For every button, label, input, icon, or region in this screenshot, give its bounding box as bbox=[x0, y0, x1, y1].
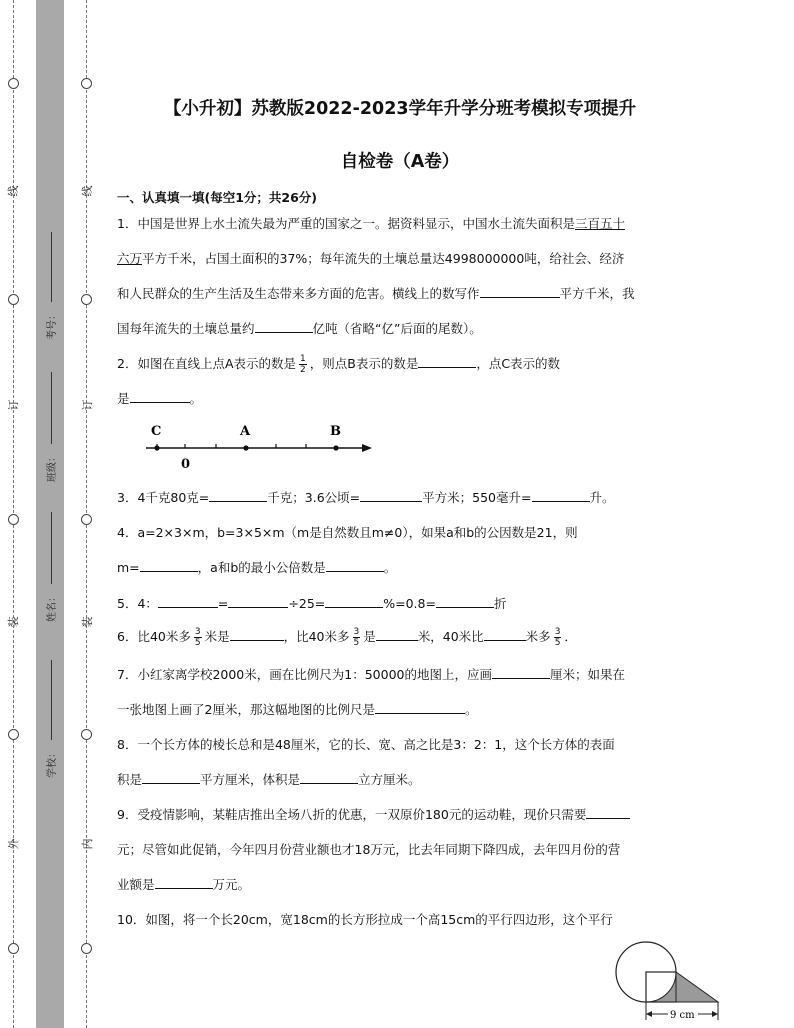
q9-line-3: 业额是 万元。 bbox=[117, 877, 251, 892]
q9-answer-blank[interactable] bbox=[155, 876, 213, 889]
point-a bbox=[243, 445, 248, 450]
q2-answer-blank[interactable] bbox=[130, 390, 190, 403]
q3-answer-blank[interactable] bbox=[532, 489, 590, 502]
class-label: 班级： bbox=[47, 452, 58, 482]
name-rule bbox=[51, 512, 52, 584]
binding-hole bbox=[8, 943, 19, 954]
q1-text: 平方千米，占国土面积的37%；每年流失的土壤总量达4998000000吨，给社会、经济 bbox=[142, 251, 625, 266]
q6-answer-blank[interactable] bbox=[376, 628, 418, 641]
q5-answer-blank[interactable] bbox=[158, 595, 218, 608]
q3-answer-blank[interactable] bbox=[360, 489, 422, 502]
q6-fraction: $\frac{3}{5}$ bbox=[554, 627, 561, 648]
q6-fraction: $\frac{3}{5}$ bbox=[353, 627, 360, 648]
q3-line: 3．4千克80克= 千克；3.6公顷= 平方米；550毫升= 升。 bbox=[117, 490, 615, 505]
q9-answer-blank[interactable] bbox=[586, 806, 630, 819]
page-title: 【小升初】苏教版2022-2023学年升学分班考模拟专项提升 bbox=[163, 99, 637, 119]
q1-line-4 bbox=[117, 319, 482, 337]
q7-line-1: 7．小红家离学校2000米，画在比例尺为1：50000的地图上，应画 厘米；如果在 bbox=[117, 667, 625, 682]
binding-hole bbox=[81, 514, 92, 525]
q2-fraction: $\frac{1}{2}$ bbox=[300, 354, 306, 375]
inner-mark-bind: 装 bbox=[81, 616, 94, 628]
q4-line-2: m= ，a和b的最小公倍数是 。 bbox=[117, 560, 397, 575]
binding-hole bbox=[81, 294, 92, 305]
q2-line-2: 是 。 bbox=[117, 391, 203, 406]
q2-answer-blank[interactable] bbox=[418, 355, 476, 368]
class-rule bbox=[51, 372, 52, 444]
outer-mark-bind: 装 bbox=[7, 616, 20, 628]
q1-text: 亿吨（省略“亿”后面的尾数）。 bbox=[312, 321, 482, 336]
q6-fraction: $\frac{3}{5}$ bbox=[194, 627, 201, 648]
q2-text: ，点C表示的数 bbox=[476, 356, 561, 371]
point-c bbox=[154, 445, 159, 450]
label-b: B bbox=[330, 424, 341, 439]
q1-text: 国每年流失的土壤总量约 bbox=[117, 321, 255, 336]
name-label: 姓名： bbox=[47, 592, 58, 622]
q9-line-1: 9．受疫情影响，某鞋店推出全场八折的优惠，一双原价180元的运动鞋，现价只需要 bbox=[117, 805, 630, 823]
number-line-figure bbox=[140, 418, 380, 474]
binding-hole bbox=[8, 514, 19, 525]
section-heading: 一、认真填一填(每空1分；共26分) bbox=[117, 190, 318, 205]
outer-mark-outside: 外 bbox=[7, 838, 20, 850]
q4-answer-blank[interactable] bbox=[326, 559, 384, 572]
q8-answer-blank[interactable] bbox=[300, 771, 358, 784]
q1-answer-blank[interactable] bbox=[480, 285, 560, 298]
q8-line-1: 8．一个长方体的棱长总和是48厘米，它的长、宽、高之比是3：2：1，这个长方体的表面 bbox=[117, 737, 615, 752]
q6-answer-blank[interactable] bbox=[484, 628, 526, 641]
school-label: 学校： bbox=[47, 748, 58, 778]
q10-figure bbox=[610, 938, 728, 1026]
school-rule bbox=[51, 660, 52, 740]
q10-line-1: 10．如图，将一个长20cm，宽18cm的长方形拉成一个高15cm的平行四边形，这个平行 bbox=[117, 912, 613, 927]
q5-answer-blank[interactable] bbox=[228, 595, 288, 608]
binding-hole bbox=[81, 943, 92, 954]
q8-line-2: 积是 平方厘米，体积是 立方厘米。 bbox=[117, 772, 421, 787]
q1-text: 平方千米，我 bbox=[559, 286, 635, 301]
binding-hole bbox=[81, 78, 92, 89]
q6-answer-blank[interactable] bbox=[230, 628, 284, 641]
q10-dimension-label: 9 cm bbox=[670, 1010, 695, 1021]
page-subtitle: 自检卷（A卷） bbox=[340, 152, 460, 172]
q1-text: 和人民群众的生产生活及生态带来多方面的危害。横线上的数写作 bbox=[117, 286, 480, 301]
q7-answer-blank[interactable] bbox=[492, 666, 550, 679]
binding-hole bbox=[81, 729, 92, 740]
binding-strip bbox=[36, 0, 64, 1028]
q8-answer-blank[interactable] bbox=[142, 771, 200, 784]
inner-mark-inside: 内 bbox=[81, 838, 94, 850]
binding-hole bbox=[8, 294, 19, 305]
q1-line-2 bbox=[117, 249, 624, 267]
q2-text: 是 bbox=[117, 391, 130, 406]
q7-line-2: 一张地图上画了2厘米，那这幅地图的比例尺是 。 bbox=[117, 702, 478, 717]
q2-text: ，则点B表示的数是 bbox=[309, 356, 419, 371]
q5-answer-blank[interactable] bbox=[436, 595, 494, 608]
q4-line-1: 4．a=2×3×m，b=3×5×m（m是自然数且m≠0），如果a和b的公因数是21，则 bbox=[117, 525, 578, 540]
point-b bbox=[333, 445, 338, 450]
q6-line: 6．比40米多 $\frac{3}{5}$ 米是 ，比40米多 $\frac{3}{5}$ 是 米，40米比 米多 $\frac{3}{5}$ ． bbox=[117, 627, 577, 648]
inner-mark-order: 订 bbox=[81, 399, 94, 411]
label-a: A bbox=[240, 424, 251, 439]
q1-answer-blank[interactable] bbox=[255, 320, 313, 333]
q4-answer-blank[interactable] bbox=[140, 559, 198, 572]
q7-answer-blank[interactable] bbox=[375, 701, 465, 714]
q1-underlined-number: 三百五十 bbox=[574, 216, 625, 231]
q1-line-3 bbox=[117, 284, 635, 302]
q1-line-1 bbox=[117, 214, 625, 232]
q2-text: 2．如图在直线上点A表示的数是 bbox=[117, 356, 297, 371]
q2-line-1 bbox=[117, 354, 560, 375]
inner-mark-line: 线 bbox=[81, 185, 94, 197]
q5-answer-blank[interactable] bbox=[325, 595, 383, 608]
q9-line-2: 元；尽管如此促销，今年四月份营业额也才18万元，比去年同期下降四成，去年四月份的营 bbox=[117, 842, 621, 857]
binding-hole bbox=[8, 78, 19, 89]
exam-number-label: 考号： bbox=[47, 310, 58, 340]
label-c: C bbox=[151, 424, 162, 439]
outer-mark-line: 线 bbox=[7, 185, 20, 197]
q5-line: 5．4： = ÷25= %=0.8= 折 bbox=[117, 596, 507, 611]
outer-mark-order: 订 bbox=[7, 399, 20, 411]
exam-number-rule bbox=[51, 232, 52, 302]
q3-answer-blank[interactable] bbox=[209, 489, 267, 502]
binding-gutter bbox=[0, 0, 112, 1028]
q1-text: 1．中国是世界上水土流失最为严重的国家之一。据资料显示，中国水土流失面积是 bbox=[117, 216, 575, 231]
binding-hole bbox=[8, 729, 19, 740]
q1-underlined-number: 六万 bbox=[117, 251, 143, 266]
label-zero: 0 bbox=[181, 457, 191, 472]
